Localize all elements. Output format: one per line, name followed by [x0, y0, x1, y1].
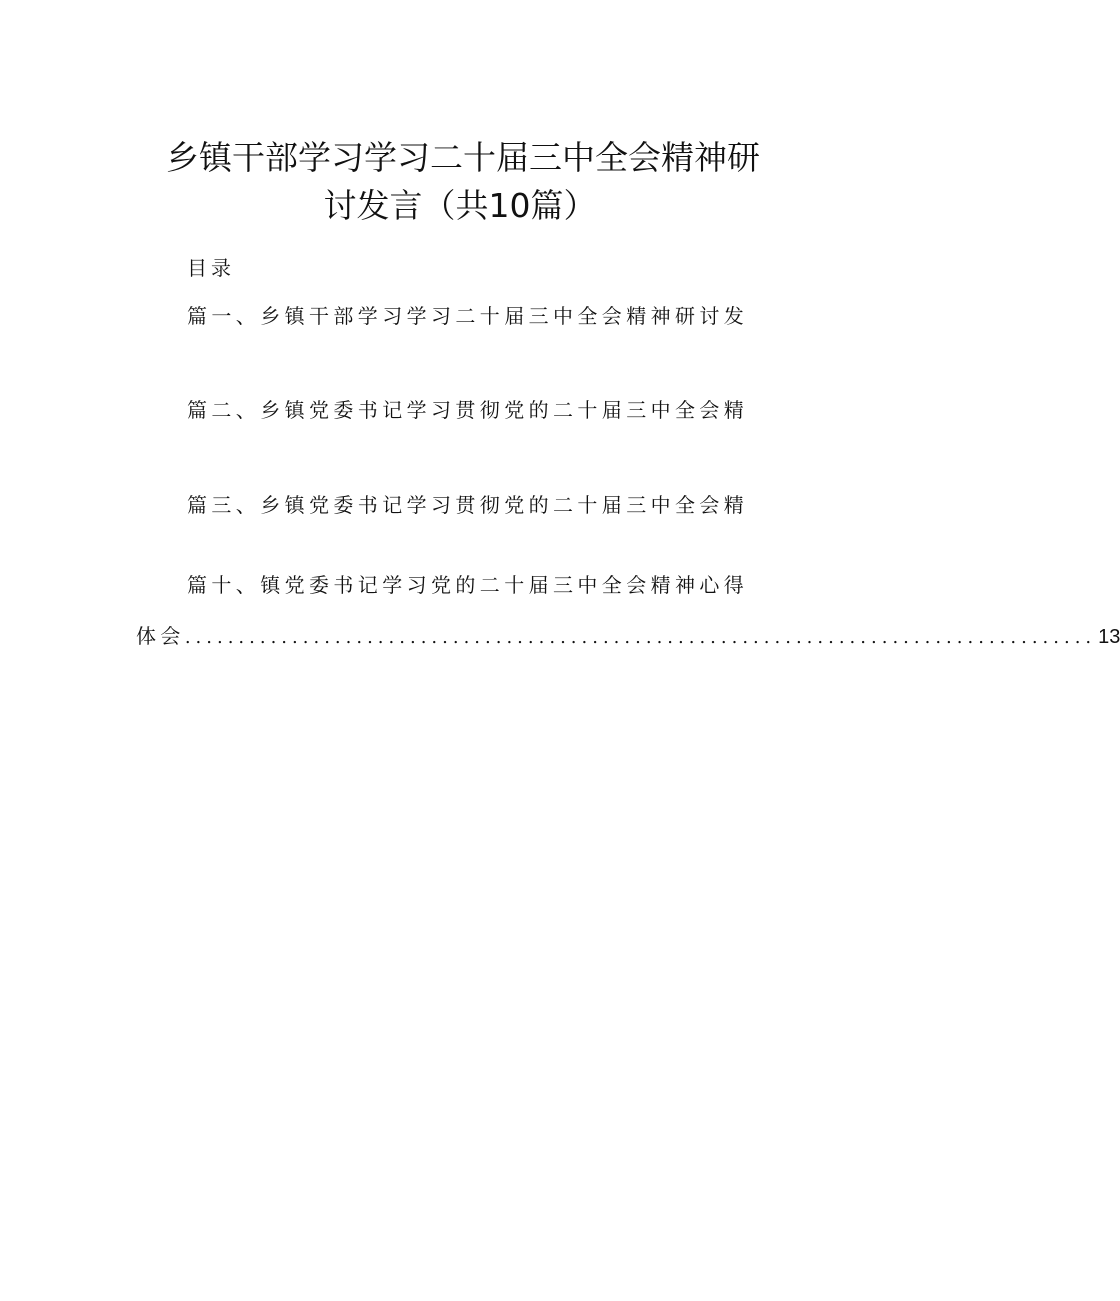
toc-leader-dots: .....................................................................................: [184, 627, 1097, 648]
toc-item[interactable]: 篇十、镇党委书记学习党的二十届三中全会精神心得: [187, 573, 749, 597]
document-title-line1: 乡镇干部学习学习二十届三中全会精神研: [166, 138, 760, 177]
toc-item[interactable]: 篇一、乡镇干部学习学习二十届三中全会精神研讨发: [187, 304, 749, 328]
toc-item-continuation-text: 体会: [136, 624, 185, 648]
document-title-line2: 讨发言（共10篇）: [323, 186, 597, 225]
toc-heading: 目录: [187, 256, 235, 280]
toc-item[interactable]: 篇二、乡镇党委书记学习贯彻党的二十届三中全会精: [187, 398, 749, 422]
toc-item-continuation[interactable]: [136, 622, 1120, 650]
toc-page-number: 13: [1098, 626, 1120, 648]
toc-item[interactable]: 篇三、乡镇党委书记学习贯彻党的二十届三中全会精: [187, 493, 749, 517]
